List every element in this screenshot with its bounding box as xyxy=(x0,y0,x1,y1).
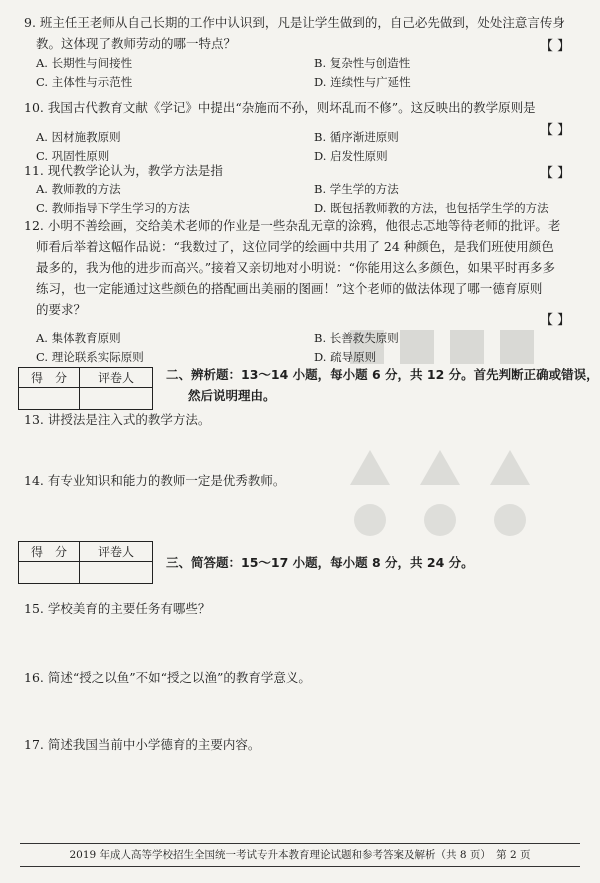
q9-option-a: A. 长期性与间接性 xyxy=(36,56,133,70)
section3-title: 三、简答题：15～17 小题，每小题 8 分，共 24 分。 xyxy=(166,555,474,570)
q9-option-c: C. 主体性与示范性 xyxy=(36,75,133,89)
q13-stem: 13. 讲授法是注入式的教学方法。 xyxy=(24,412,211,427)
q12-answer-bracket: 【 】 xyxy=(540,313,571,328)
q17-stem: 17. 简述我国当前中小学德育的主要内容。 xyxy=(24,737,261,752)
q11-option-d: D. 既包括教师教的方法，也包括学生学的方法 xyxy=(314,201,549,215)
q12-stem-line2: 师看后举着这幅作品说：“我数过了，这位同学的绘画中共用了 24 种颜色，是我们班使用颜色 xyxy=(36,239,554,254)
q12-stem-line4: 练习，也一定能通过这些颜色的搭配画出美丽的图画！”这个老师的做法体现了哪一德育原则 xyxy=(36,281,543,296)
q10-option-a: A. 因材施教原则 xyxy=(36,130,121,144)
section2-score-cell[interactable] xyxy=(19,388,80,410)
q11-option-a: A. 教师教的方法 xyxy=(36,182,121,196)
q12-option-a: A. 集体教育原则 xyxy=(36,331,121,345)
q11-stem: 11. 现代教学论认为，教学方法是指 xyxy=(24,163,223,178)
q16-stem: 16. 简述“授之以鱼”不如“授之以渔”的教育学意义。 xyxy=(24,670,311,685)
section2-score-label: 得 分 xyxy=(19,368,80,388)
q10-option-c: C. 巩固性原则 xyxy=(36,149,110,163)
q12-option-b: B. 长善救失原则 xyxy=(314,331,399,345)
q12-option-d: D. 疏导原则 xyxy=(314,350,377,364)
q10-option-b: B. 循序渐进原则 xyxy=(314,130,399,144)
q12-stem-line1: 12. 小明不善绘画，交给美术老师的作业是一些杂乱无章的涂鸦，他很忐忑地等待老师的批评。老 xyxy=(24,218,561,233)
q11-option-c: C. 教师指导下学生学习的方法 xyxy=(36,201,190,215)
section3-reviewer-label: 评卷人 xyxy=(80,542,153,562)
section2-title-cont: 然后说明理由。 xyxy=(188,388,276,403)
q11-option-b: B. 学生学的方法 xyxy=(314,182,399,196)
q9-option-d: D. 连续性与广延性 xyxy=(314,75,411,89)
q10-answer-bracket: 【 】 xyxy=(540,123,571,138)
q9-option-b: B. 复杂性与创造性 xyxy=(314,56,411,70)
section3-score-label: 得 分 xyxy=(19,542,80,562)
q9-answer-bracket: 【 】 xyxy=(540,39,571,54)
section3-score-box xyxy=(18,541,153,584)
q12-stem-line5: 的要求？ xyxy=(36,302,87,317)
q15-stem: 15. 学校美育的主要任务有哪些？ xyxy=(24,601,211,616)
q14-stem: 14. 有专业知识和能力的教师一定是优秀教师。 xyxy=(24,473,286,488)
q12-stem-line3: 最多的，我为他的进步而高兴。”接着又亲切地对小明说：“你能用这么多颜色，如果平时再多多 xyxy=(36,260,556,275)
q9-stem-line1: 9. 班主任王老师从自己长期的工作中认识到，凡是让学生做到的，自己必先做到，处处注意言传身 xyxy=(24,15,565,30)
section3-reviewer-cell[interactable] xyxy=(80,562,153,584)
q12-option-c: C. 理论联系实际原则 xyxy=(36,350,144,364)
q10-stem: 10. 我国古代教育文献《学记》中提出“杂施而不孙，则坏乱而不修”。这反映出的教学原则是 xyxy=(24,100,536,115)
q11-answer-bracket: 【 】 xyxy=(540,166,571,181)
section3-score-cell[interactable] xyxy=(19,562,80,584)
page-footer: 2019 年成人高等学校招生全国统一考试专升本教育理论试题和参考答案及解析（共 8 页） 第 2 页 xyxy=(20,843,580,867)
section2-reviewer-label: 评卷人 xyxy=(80,368,153,388)
q10-option-d: D. 启发性原则 xyxy=(314,149,388,163)
section2-title: 二、辨析题：13～14 小题，每小题 6 分，共 12 分。首先判断正确或错误， xyxy=(166,367,599,382)
q9-stem-line2: 教。这体现了教师劳动的哪一特点？ xyxy=(36,36,237,51)
section2-score-box xyxy=(18,367,153,410)
section2-reviewer-cell[interactable] xyxy=(80,388,153,410)
